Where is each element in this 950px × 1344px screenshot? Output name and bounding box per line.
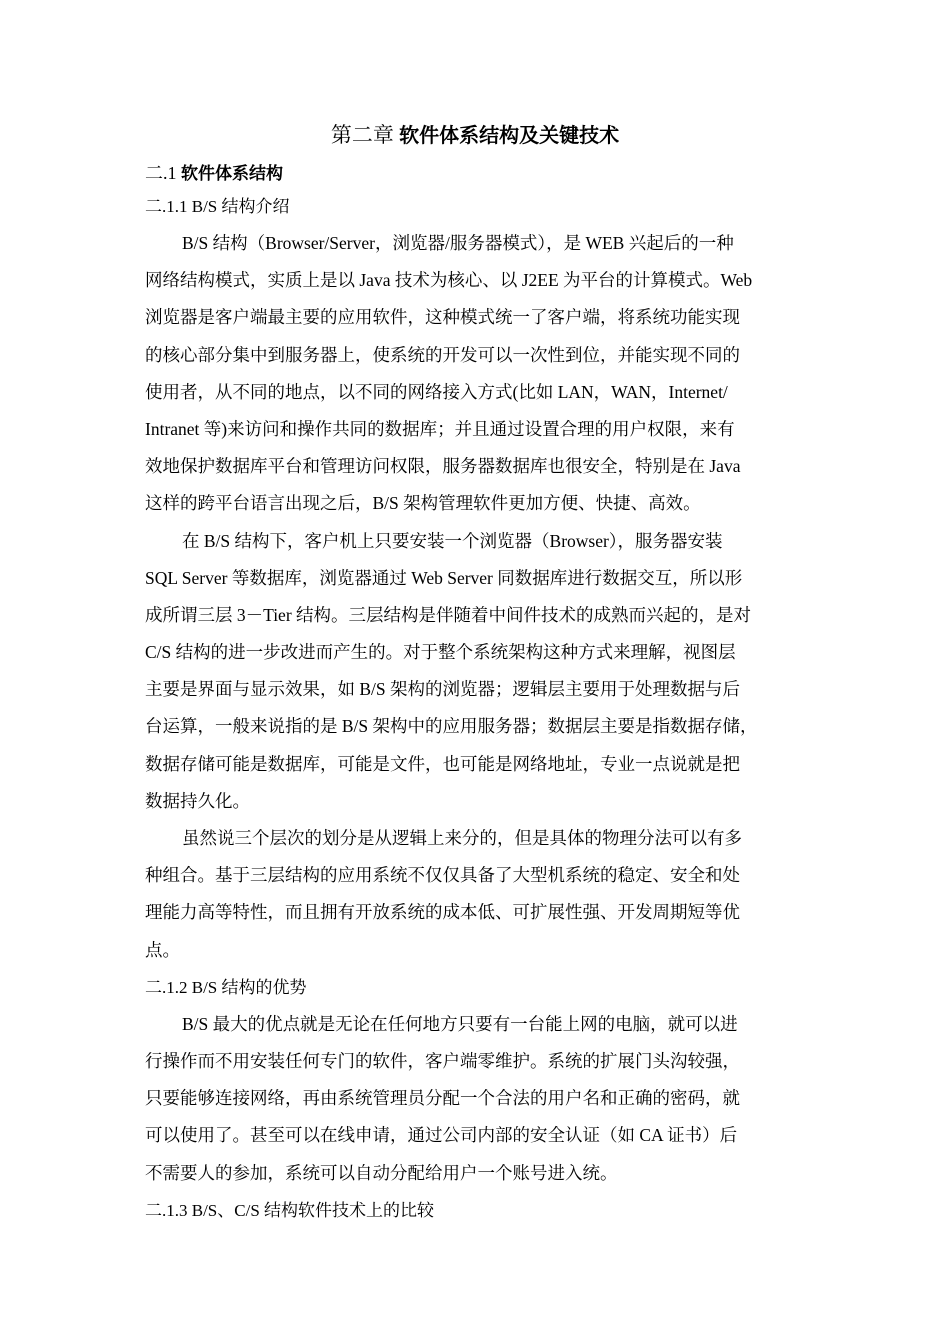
paragraph-line: 点。	[145, 939, 180, 960]
paragraph-line: B/S 结构（Browser/Server，浏览器/服务器模式），是 WEB 兴起后的一种	[182, 233, 734, 253]
paragraph-line: 行操作而不用安装任何专门的软件，客户端零维护。系统的扩展门头沟较强，	[145, 1050, 740, 1071]
paragraph-line: 只要能够连接网络，再由系统管理员分配一个合法的用户名和正确的密码，就	[145, 1088, 740, 1109]
paragraph-line: 主要是界面与显示效果，如 B/S 架构的浏览器；逻辑层主要用于处理数据与后	[145, 679, 741, 700]
subsection-heading-1: 二.1.1 B/S 结构介绍	[145, 197, 290, 216]
paragraph-2	[145, 523, 810, 821]
paragraph-line: 在 B/S 结构下，客户机上只要安装一个浏览器（Browser），服务器安装	[182, 530, 723, 551]
paragraph-line: C/S 结构的进一步改进而产生的。对于整个系统架构这种方式来理解，视图层	[145, 642, 736, 663]
paragraph-line: SQL Server 等数据库，浏览器通过 Web Server 同数据库进行数据交互，所以形	[145, 567, 743, 588]
paragraph-3	[145, 820, 810, 969]
subsection-heading-2: 二.1.2 B/S 结构的优势	[145, 977, 307, 997]
section-heading	[145, 158, 810, 188]
chapter-title	[0, 118, 950, 152]
paragraph-line: 台运算，一般来说指的是 B/S 架构中的应用服务器；数据层主要是指数据存储，	[145, 716, 758, 737]
paragraph-line: 使用者，从不同的地点，以不同的网络接入方式(比如 LAN，WAN，Internet/	[145, 381, 728, 402]
paragraph-line: 浏览器是客户端最主要的应用软件，这种模式统一了客户端，将系统功能实现	[145, 307, 740, 328]
paragraph-line: 不需要人的参加，系统可以自动分配给用户一个账号进入统。	[145, 1162, 618, 1183]
chapter-name: 软件体系结构及关键技术	[399, 123, 620, 147]
subsection-heading-3: 二.1.3 B/S、C/S 结构软件技术上的比较	[145, 1200, 435, 1220]
paragraph-line: B/S 最大的优点就是无论在任何地方只要有一台能上网的电脑，就可以进	[182, 1013, 738, 1034]
paragraph-1	[145, 225, 810, 523]
paragraph-4	[145, 1006, 810, 1192]
paragraph-line: 数据持久化。	[145, 790, 250, 811]
paragraph-line: 理能力高等特性，而且拥有开放系统的成本低、可扩展性强、开发周期短等优	[145, 902, 740, 923]
paragraph-line: 虽然说三个层次的划分是从逻辑上来分的，但是具体的物理分法可以有多	[182, 828, 742, 848]
paragraph-line: 效地保护数据库平台和管理访问权限，服务器数据库也很安全，特别是在 Java	[145, 456, 741, 477]
paragraph-line: 的核心部分集中到服务器上，使系统的开发可以一次性到位，并能实现不同的	[145, 344, 740, 365]
paragraph-line: 可以使用了。甚至可以在线申请，通过公司内部的安全认证（如 CA 证书）后	[145, 1125, 738, 1146]
paragraph-line: 数据存储可能是数据库，可能是文件，也可能是网络地址，专业一点说就是把	[145, 753, 740, 774]
document-body	[145, 158, 810, 1229]
section-title: 软件体系结构	[181, 164, 283, 184]
paragraph-line: 网络结构模式，实质上是以 Java 技术为核心、以 J2EE 为平台的计算模式。Web	[145, 270, 753, 291]
paragraph-line: 这样的跨平台语言出现之后，B/S 架构管理软件更加方便、快捷、高效。	[145, 493, 701, 514]
paragraph-line: Intranet 等)来访问和操作共同的数据库；并且通过设置合理的用户权限，来有	[145, 418, 735, 439]
paragraph-line: 种组合。基于三层结构的应用系统不仅仅具备了大型机系统的稳定、安全和处	[145, 865, 740, 886]
paragraph-line: 成所谓三层 3－Tier 结构。三层结构是伴随着中间件技术的成熟而兴起的，是对	[145, 604, 752, 625]
chapter-prefix: 第二章	[330, 123, 394, 147]
section-number: 二.1	[145, 163, 177, 183]
